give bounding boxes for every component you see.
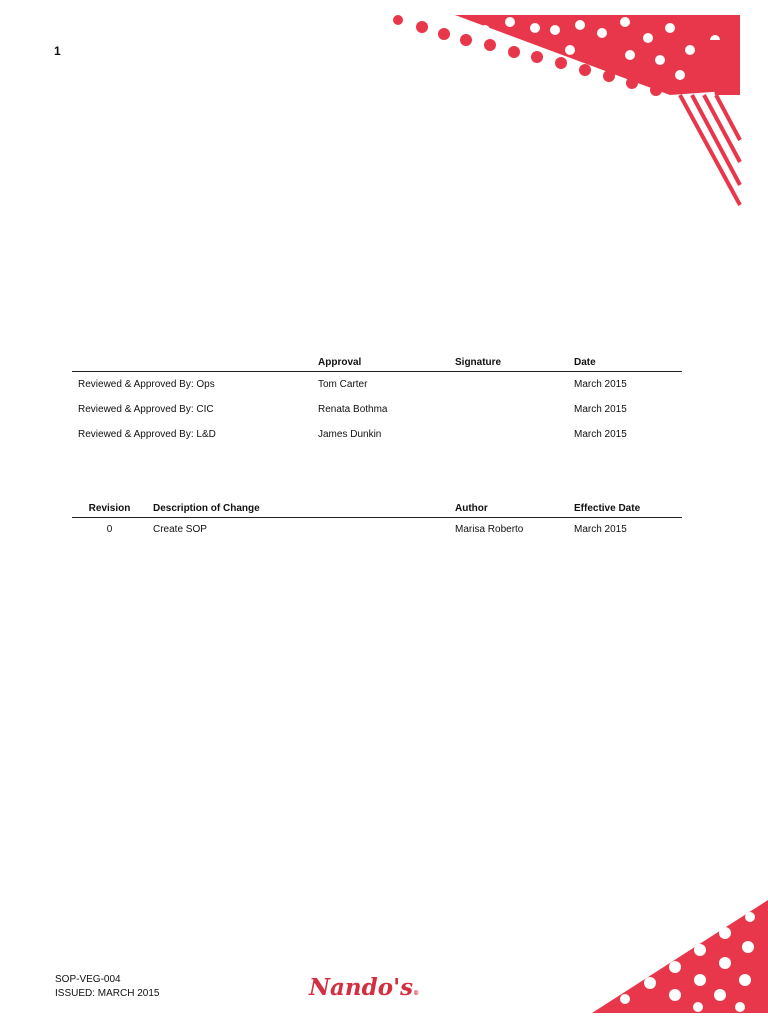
table-header-row (72, 354, 682, 372)
document-code: SOP-VEG-004 (55, 974, 121, 985)
table-header-row (72, 500, 682, 518)
nandos-logo: Nando's® (309, 974, 420, 1001)
table-cell: Reviewed & Approved By: Ops (78, 379, 215, 390)
column-header (72, 354, 312, 372)
column-header: Revision (72, 500, 147, 518)
column-header: Signature (449, 354, 568, 372)
table-cell: March 2015 (574, 429, 627, 440)
table-cell: March 2015 (574, 404, 627, 415)
table-cell: Reviewed & Approved By: CIC (78, 404, 214, 415)
table-cell: Marisa Roberto (455, 523, 524, 535)
column-header: Description of Change (147, 500, 449, 518)
decorative-pattern-bottom (580, 895, 768, 1024)
page-number: 1 (54, 44, 61, 58)
table-cell: Tom Carter (318, 379, 368, 390)
table-cell: March 2015 (574, 379, 627, 390)
table-cell (449, 372, 568, 398)
issue-date: ISSUED: MARCH 2015 (55, 988, 160, 999)
table-row (72, 397, 682, 422)
table-row (72, 518, 682, 541)
table-cell (449, 397, 568, 422)
footer-document-info (55, 973, 159, 1001)
column-header: Date (568, 354, 682, 372)
table-row (72, 372, 682, 398)
table-cell: March 2015 (574, 523, 627, 535)
table-cell (449, 422, 568, 447)
approval-table (72, 354, 682, 447)
column-header: Author (449, 500, 568, 518)
revision-table (72, 500, 682, 540)
table-cell: Create SOP (153, 523, 207, 535)
decorative-pattern-top (380, 0, 768, 215)
column-header: Approval (312, 354, 449, 372)
table-cell: Reviewed & Approved By: L&D (78, 429, 216, 440)
table-cell: James Dunkin (318, 429, 382, 440)
table-row (72, 422, 682, 447)
table-cell: Renata Bothma (318, 404, 388, 415)
table-cell: 0 (106, 523, 113, 535)
column-header: Effective Date (568, 500, 682, 518)
